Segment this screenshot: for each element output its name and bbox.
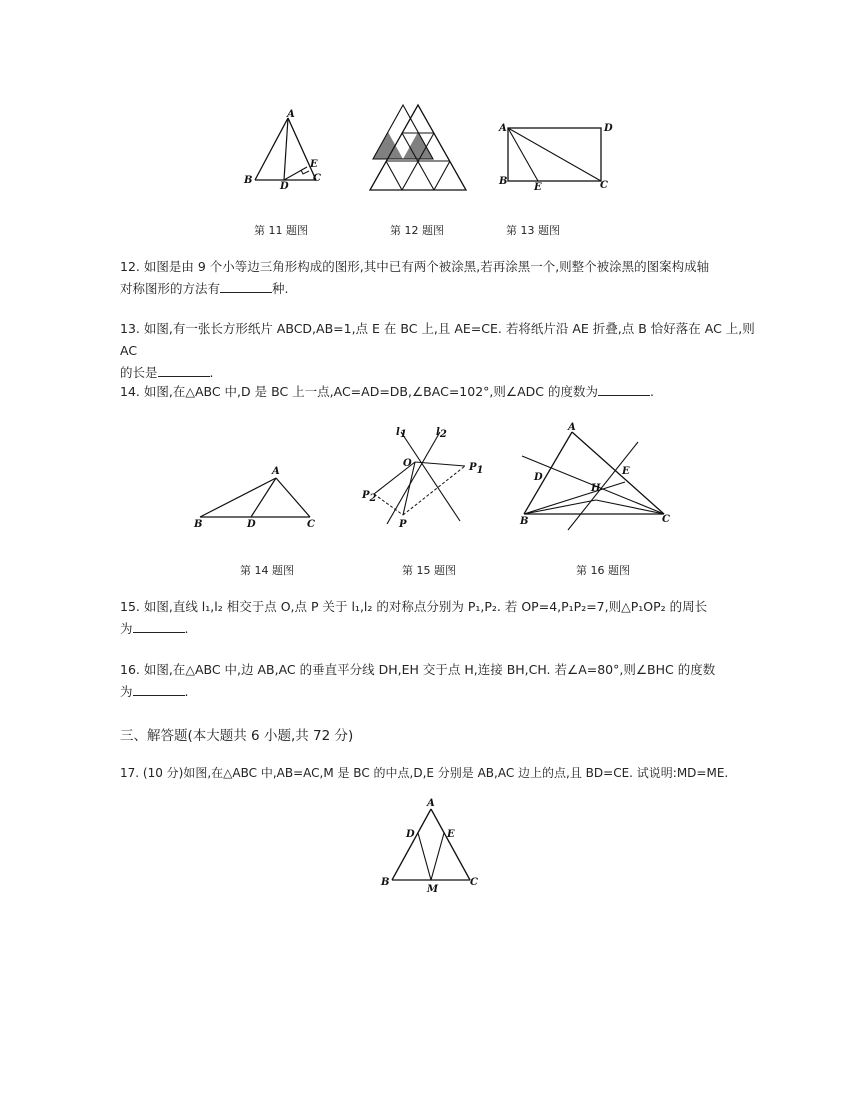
label-E: E xyxy=(447,829,455,840)
section-heading: 三、解答题(本大题共 6 小题,共 72 分) xyxy=(120,728,354,744)
question-16 xyxy=(120,659,760,703)
label-D: D xyxy=(247,519,256,530)
label-l1: l1 xyxy=(396,427,407,440)
label-A: A xyxy=(272,466,280,477)
label-P: P xyxy=(399,519,407,530)
label-E: E xyxy=(622,466,630,477)
question-15 xyxy=(120,596,760,640)
answer-blank[interactable] xyxy=(133,620,185,633)
figure-13-diagram xyxy=(496,118,616,194)
label-D: D xyxy=(534,472,543,483)
figure-15 xyxy=(358,418,490,530)
label-P1: P1 xyxy=(469,462,484,476)
question-12-line1: 12. 如图是由 9 个小等边三角形构成的图形,其中已有两个被涂黑,若再涂黑一个,则整个被涂黑的图案构成轴 xyxy=(120,259,710,274)
figure-13-caption: 第 13 题图 xyxy=(506,224,560,237)
figure-17-diagram xyxy=(376,794,486,894)
figure-14-diagram xyxy=(190,460,325,532)
figure-14-caption: 第 14 题图 xyxy=(240,564,294,577)
answer-blank[interactable] xyxy=(598,383,650,396)
label-A: A xyxy=(499,123,507,134)
figure-11 xyxy=(240,108,330,192)
label-C: C xyxy=(313,173,321,184)
question-14-line1: 14. 如图,在△ABC 中,D 是 BC 上一点,AC=AD=DB,∠BAC=102°,则∠ADC 的度数为 . xyxy=(120,384,654,399)
figure-16-diagram xyxy=(512,418,682,536)
figure-14 xyxy=(190,460,325,532)
figure-12-diagram xyxy=(366,100,470,194)
question-13-line2: 的长是 . xyxy=(120,365,214,380)
label-B: B xyxy=(381,877,390,888)
label-H: H xyxy=(591,483,601,494)
label-D: D xyxy=(406,829,415,840)
question-12 xyxy=(120,256,760,300)
label-D: D xyxy=(604,123,613,134)
figure-17 xyxy=(376,794,486,894)
label-C: C xyxy=(470,877,478,888)
label-E: E xyxy=(534,182,542,193)
label-A: A xyxy=(287,109,295,120)
figure-12-caption: 第 12 题图 xyxy=(390,224,444,237)
label-C: C xyxy=(307,519,315,530)
question-16-line1: 16. 如图,在△ABC 中,边 AB,AC 的垂直平分线 DH,EH 交于点 H,连接 BH,CH. 若∠A=80°,则∠BHC 的度数 xyxy=(120,662,716,677)
figure-15-diagram xyxy=(358,418,490,530)
question-15-line1: 15. 如图,直线 l₁,l₂ 相交于点 O,点 P 关于 l₁,l₂ 的对称点分别为 P₁,P₂. 若 OP=4,P₁P₂=7,则△P₁OP₂ 的周长 xyxy=(120,599,708,614)
question-13 xyxy=(120,318,760,384)
figure-16-caption: 第 16 题图 xyxy=(576,564,630,577)
figure-16 xyxy=(512,418,682,536)
label-l2: l2 xyxy=(436,427,447,440)
question-14 xyxy=(120,381,760,403)
label-B: B xyxy=(194,519,203,530)
label-A: A xyxy=(427,798,435,809)
label-M: M xyxy=(427,884,439,894)
label-B: B xyxy=(499,176,508,187)
question-16-line2: 为 . xyxy=(120,684,189,699)
question-15-line2: 为 . xyxy=(120,621,189,636)
question-13-line1: 13. 如图,有一张长方形纸片 ABCD,AB=1,点 E 在 BC 上,且 AE=CE. 若将纸片沿 AE 折叠,点 B 恰好落在 AC 上,则 AC xyxy=(120,321,755,358)
figure-11-diagram xyxy=(240,108,330,192)
label-D: D xyxy=(280,181,289,192)
question-17: 17. (10 分)如图,在△ABC 中,AB=AC,M 是 BC 的中点,D,E 分别是 AB,AC 边上的点,且 BD=CE. 试说明:MD=ME. xyxy=(120,766,729,780)
label-A: A xyxy=(568,422,576,433)
label-P2: P2 xyxy=(362,490,377,504)
figure-12 xyxy=(366,100,470,194)
label-O: O xyxy=(403,458,412,469)
label-B: B xyxy=(244,175,253,186)
answer-blank[interactable] xyxy=(220,280,272,293)
label-C: C xyxy=(600,180,608,191)
answer-blank[interactable] xyxy=(133,683,185,696)
label-C: C xyxy=(662,514,670,525)
answer-blank[interactable] xyxy=(158,364,210,377)
label-E: E xyxy=(310,159,318,170)
figure-11-caption: 第 11 题图 xyxy=(254,224,308,237)
figure-13 xyxy=(496,118,616,194)
label-B: B xyxy=(520,516,529,527)
figure-15-caption: 第 15 题图 xyxy=(402,564,456,577)
question-12-line2: 对称图形的方法有 种. xyxy=(120,281,289,296)
